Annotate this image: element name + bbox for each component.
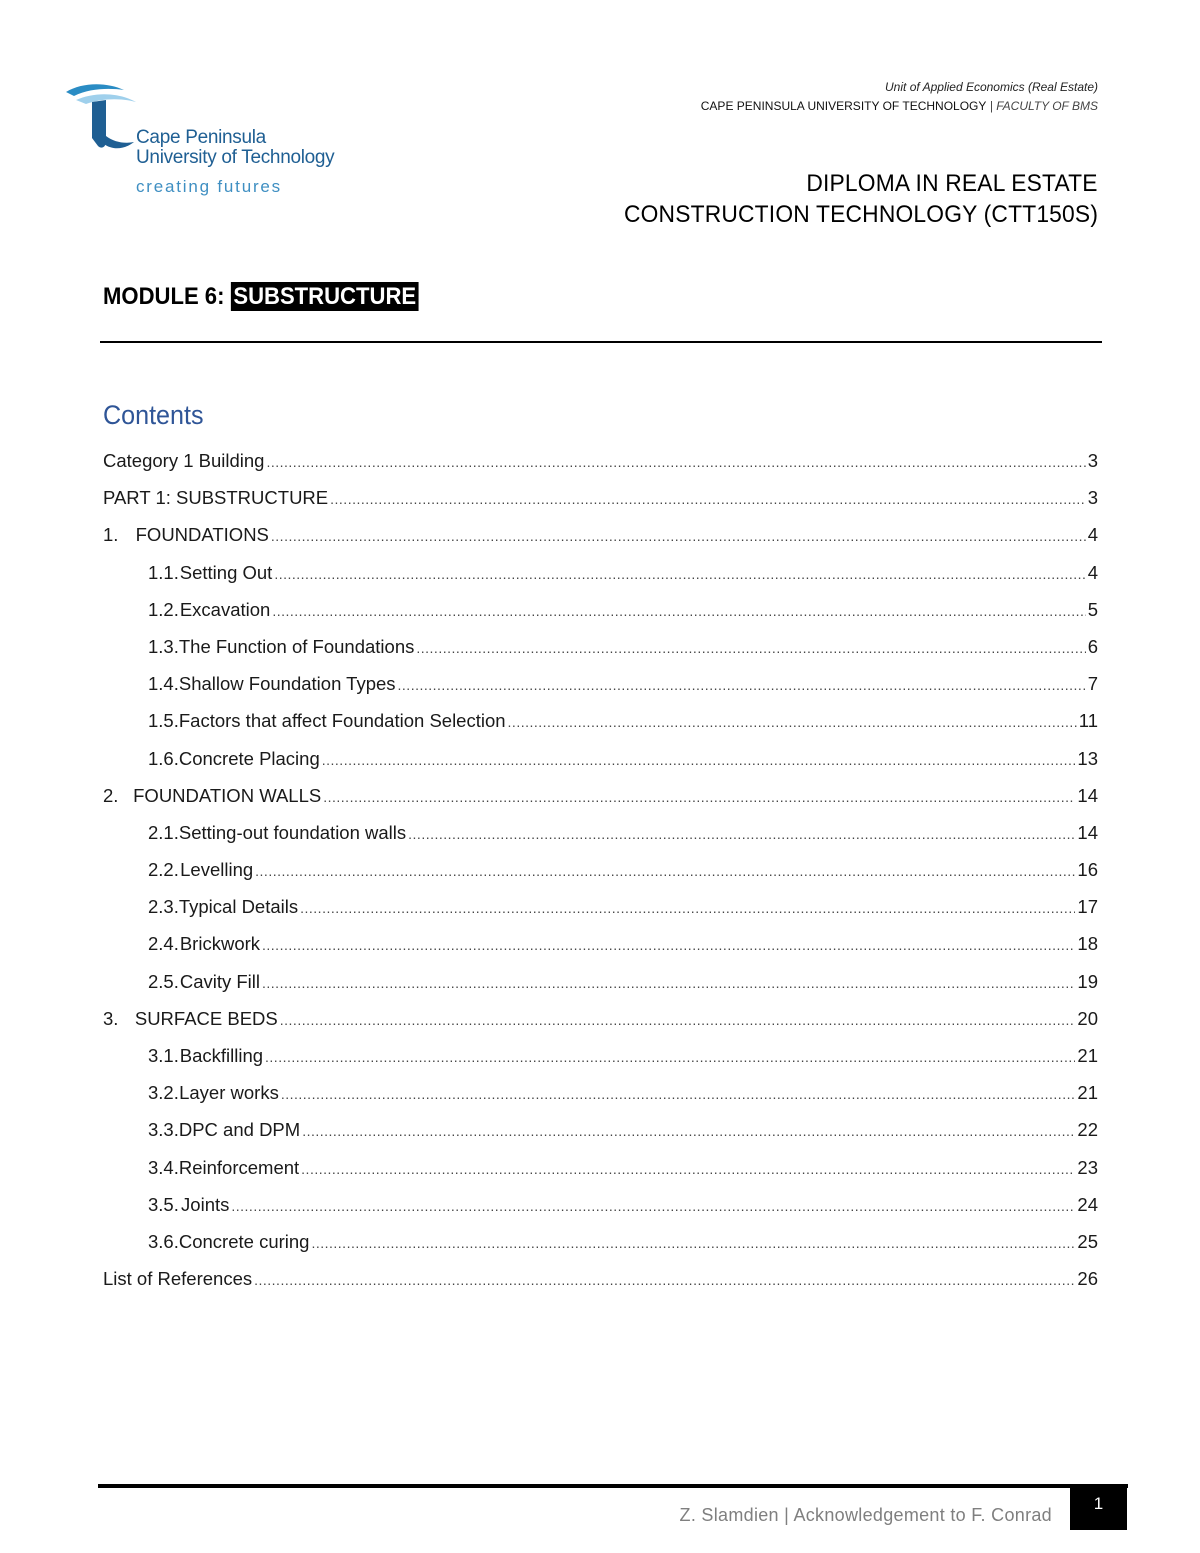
toc-entry-title: Backfilling xyxy=(179,1045,264,1066)
toc-dot-leader xyxy=(322,752,1076,768)
toc-dot-leader xyxy=(408,826,1075,842)
toc-dot-leader xyxy=(323,789,1075,805)
toc-entry-title: Layer works xyxy=(179,1082,279,1104)
logo-name-line1: Cape Peninsula xyxy=(136,127,266,148)
toc-entry[interactable] xyxy=(103,1268,1098,1305)
toc-entry-title: Concrete curing xyxy=(178,1230,310,1252)
toc-entry-number: 2.1. xyxy=(148,821,179,843)
module-name-highlighted: SUBSTRUCTURE xyxy=(231,282,419,311)
toc-dot-leader xyxy=(302,1123,1075,1139)
faculty-name: FACULTY OF BMS xyxy=(996,99,1098,113)
toc-entry-number: 1.4. xyxy=(148,673,179,695)
header-divider xyxy=(100,341,1102,343)
toc-entry[interactable] xyxy=(103,933,1098,970)
footer-divider xyxy=(98,1484,1128,1488)
toc-entry-title: Joints xyxy=(181,1193,230,1215)
toc-entry-page: 14 xyxy=(1077,821,1098,843)
toc-entry-title: Brickwork xyxy=(179,933,261,955)
toc-entry[interactable] xyxy=(103,1119,1098,1156)
toc-dot-leader xyxy=(262,975,1075,991)
logo-name-line2: University of Technology xyxy=(136,147,335,168)
toc-entry[interactable] xyxy=(103,524,1098,561)
toc-entry-page: 3 xyxy=(1087,450,1098,471)
toc-dot-leader xyxy=(281,1086,1076,1102)
toc-dot-leader xyxy=(266,454,1085,470)
toc-dot-leader xyxy=(255,863,1075,879)
toc-entry[interactable] xyxy=(103,487,1098,524)
toc-entry-title: Category 1 Building xyxy=(103,450,265,471)
module-heading xyxy=(103,283,419,311)
contents-heading: Contents xyxy=(103,400,204,430)
toc-entry[interactable] xyxy=(103,562,1098,599)
toc-entry-title: DPC and DPM xyxy=(178,1119,301,1141)
toc-entry[interactable] xyxy=(103,1045,1098,1082)
toc-entry-number: 2.4. xyxy=(148,933,179,955)
toc-entry[interactable] xyxy=(103,785,1098,822)
toc-entry-number: 2. xyxy=(103,784,119,806)
toc-entry-title: Reinforcement xyxy=(178,1156,300,1178)
toc-entry-number: 1.1. xyxy=(148,561,179,583)
toc-dot-leader xyxy=(271,528,1086,544)
toc-entry-page: 22 xyxy=(1077,1119,1098,1141)
toc-entry-number: 1.6. xyxy=(148,747,179,769)
toc-entry-number: 2.3. xyxy=(148,896,179,918)
toc-entry-title: FOUNDATIONS xyxy=(135,524,269,546)
toc-entry-page: 25 xyxy=(1077,1230,1098,1252)
toc-dot-leader xyxy=(330,491,1086,507)
document-title-line2: CONSTRUCTION TECHNOLOGY (CTT150S) xyxy=(623,201,1098,228)
toc-entry-number: 3.3. xyxy=(148,1119,179,1141)
toc-entry-page: 18 xyxy=(1077,933,1098,955)
toc-dot-leader xyxy=(301,1161,1075,1177)
toc-entry-page: 21 xyxy=(1077,1045,1098,1066)
toc-entry-title: List of References xyxy=(103,1268,253,1290)
toc-entry[interactable] xyxy=(103,748,1098,785)
toc-dot-leader xyxy=(311,1235,1075,1251)
toc-entry-page: 26 xyxy=(1077,1268,1098,1290)
toc-entry-title: Cavity Fill xyxy=(179,970,261,992)
toc-dot-leader xyxy=(280,1012,1076,1028)
toc-entry-page: 13 xyxy=(1077,747,1098,769)
toc-dot-leader xyxy=(272,603,1085,619)
table-of-contents xyxy=(103,450,1098,1305)
toc-dot-leader xyxy=(300,900,1075,916)
toc-dot-leader xyxy=(508,714,1077,730)
toc-entry-title: Typical Details xyxy=(178,896,299,918)
toc-entry-title: FOUNDATION WALLS xyxy=(133,784,322,806)
toc-entry-number: 3.6. xyxy=(148,1230,179,1252)
toc-entry-page: 14 xyxy=(1077,784,1098,806)
toc-entry[interactable] xyxy=(103,822,1098,859)
toc-entry-number: 3.4. xyxy=(148,1156,179,1178)
toc-dot-leader xyxy=(265,1049,1075,1065)
toc-entry-page: 4 xyxy=(1087,561,1098,583)
toc-entry[interactable] xyxy=(103,450,1098,487)
toc-entry[interactable] xyxy=(103,1008,1098,1045)
document-title-line1: DIPLOMA IN REAL ESTATE xyxy=(806,170,1098,197)
toc-entry-page: 17 xyxy=(1077,896,1098,918)
toc-entry[interactable] xyxy=(103,971,1098,1008)
header-unit: Unit of Applied Economics (Real Estate) xyxy=(885,80,1098,94)
toc-entry[interactable] xyxy=(103,1157,1098,1194)
toc-entry-page: 5 xyxy=(1087,598,1098,620)
toc-entry-title: Concrete Placing xyxy=(178,747,320,769)
toc-entry-page: 19 xyxy=(1077,970,1098,992)
logo-tagline: creating futures xyxy=(136,177,282,196)
toc-entry[interactable] xyxy=(103,599,1098,636)
footer-credit: Z. Slamdien | Acknowledgement to F. Conrad xyxy=(679,1505,1052,1525)
page-number: 1 xyxy=(1070,1484,1127,1530)
toc-entry-number: 2.2. xyxy=(148,859,179,881)
toc-entry-title: Excavation xyxy=(179,598,271,620)
toc-entry-number: 1.3. xyxy=(148,635,179,657)
toc-entry-title: Levelling xyxy=(180,859,254,881)
toc-dot-leader xyxy=(416,640,1085,656)
toc-entry-page: 16 xyxy=(1077,859,1098,881)
toc-dot-leader xyxy=(274,566,1085,582)
toc-entry-title: Setting-out foundation walls xyxy=(178,821,407,843)
toc-entry-page: 23 xyxy=(1077,1156,1098,1178)
toc-entry-number: 3. xyxy=(103,1007,119,1029)
toc-entry-page: 6 xyxy=(1087,635,1098,657)
toc-entry-title: SURFACE BEDS xyxy=(134,1007,278,1029)
toc-dot-leader xyxy=(231,1198,1075,1214)
toc-entry-title: PART 1: SUBSTRUCTURE xyxy=(103,487,329,509)
toc-entry-page: 11 xyxy=(1078,710,1098,732)
toc-dot-leader xyxy=(398,677,1086,693)
toc-entry[interactable] xyxy=(103,710,1098,747)
toc-entry[interactable] xyxy=(103,636,1098,673)
toc-entry-number: 2.5. xyxy=(148,970,179,992)
toc-entry[interactable] xyxy=(103,896,1098,933)
toc-entry-title: The Function of Foundations xyxy=(178,635,415,657)
toc-entry-number: 3.2. xyxy=(148,1082,179,1104)
toc-entry-number: 1.2. xyxy=(148,598,179,620)
toc-entry[interactable] xyxy=(103,1231,1098,1268)
toc-entry-page: 20 xyxy=(1077,1007,1098,1029)
wave-emblem-icon xyxy=(62,80,142,160)
toc-dot-leader xyxy=(262,937,1075,953)
toc-entry-page: 7 xyxy=(1087,673,1098,695)
toc-entry[interactable] xyxy=(103,1082,1098,1119)
toc-entry-page: 24 xyxy=(1077,1193,1098,1215)
toc-entry-page: 4 xyxy=(1087,524,1098,546)
toc-entry-page: 21 xyxy=(1077,1082,1098,1104)
university-logo xyxy=(62,80,342,200)
toc-entry-number: 3.1. xyxy=(148,1045,179,1066)
module-prefix: MODULE 6: xyxy=(103,283,231,310)
toc-entry-number: 3.5. xyxy=(148,1193,179,1215)
toc-entry[interactable] xyxy=(103,859,1098,896)
toc-entry[interactable] xyxy=(103,673,1098,710)
toc-entry-title: Factors that affect Foundation Selection xyxy=(178,710,506,732)
header-university xyxy=(701,99,1098,113)
toc-entry-title: Setting Out xyxy=(179,561,273,583)
toc-entry-number: 1. xyxy=(103,524,119,546)
toc-entry-page: 3 xyxy=(1087,487,1098,509)
toc-entry-title: Shallow Foundation Types xyxy=(178,673,396,695)
toc-entry-number: 1.5. xyxy=(148,710,179,732)
toc-entry[interactable] xyxy=(103,1194,1098,1231)
toc-dot-leader xyxy=(254,1272,1075,1288)
university-name: CAPE PENINSULA UNIVERSITY OF TECHNOLOGY xyxy=(700,99,987,113)
header-separator: | xyxy=(986,99,997,113)
